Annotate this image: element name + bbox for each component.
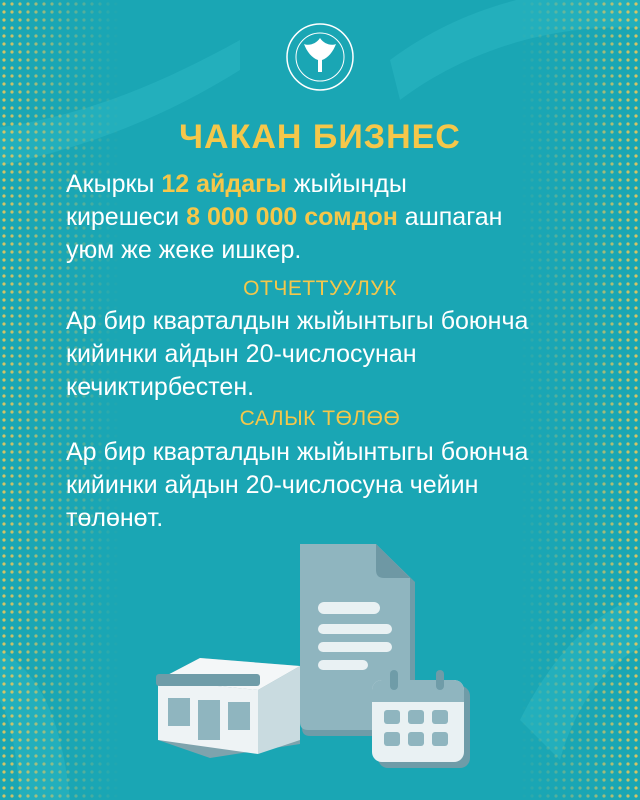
intro-line-2 — [66, 201, 586, 234]
intro-text-segment: ашпаган — [397, 203, 503, 231]
reporting-line: Ар бир кварталдын жыйынтыгы боюнча — [66, 307, 529, 335]
reporting-heading: ОТЧЕТТУУЛУК — [243, 277, 397, 300]
payment-heading: САЛЫК ТӨЛӨӨ — [239, 407, 401, 430]
page-title: ЧАКАН БИЗНЕС — [179, 118, 461, 156]
intro-line-1 — [66, 168, 586, 201]
intro-line-3: уюм же жеке ишкер. — [66, 236, 302, 264]
payment-text — [66, 436, 606, 535]
intro-text-segment: жыйынды — [286, 170, 407, 198]
calendar-icon — [372, 670, 470, 768]
building-icon — [156, 658, 300, 758]
intro-text-segment: кирешеси — [66, 203, 187, 231]
payment-line: төлөнөт. — [66, 504, 164, 532]
highlight-period: 12 айдагы — [161, 170, 287, 198]
payment-line: кийинки айдын 20-числосуна чейин — [66, 471, 479, 499]
reporting-line: кечиктирбестен. — [66, 373, 255, 401]
eagle-emblem-icon — [285, 22, 355, 92]
highlight-amount: 8 000 000 сомдон — [186, 203, 398, 231]
reporting-line: кийинки айдын 20-числосунан — [66, 340, 417, 368]
illustration — [150, 540, 490, 770]
tax-service-logo — [285, 22, 355, 92]
intro-text-segment: Акыркы — [66, 170, 162, 198]
reporting-text — [66, 305, 606, 404]
payment-line: Ар бир кварталдын жыйынтыгы боюнча — [66, 438, 529, 466]
intro-text — [66, 168, 586, 267]
